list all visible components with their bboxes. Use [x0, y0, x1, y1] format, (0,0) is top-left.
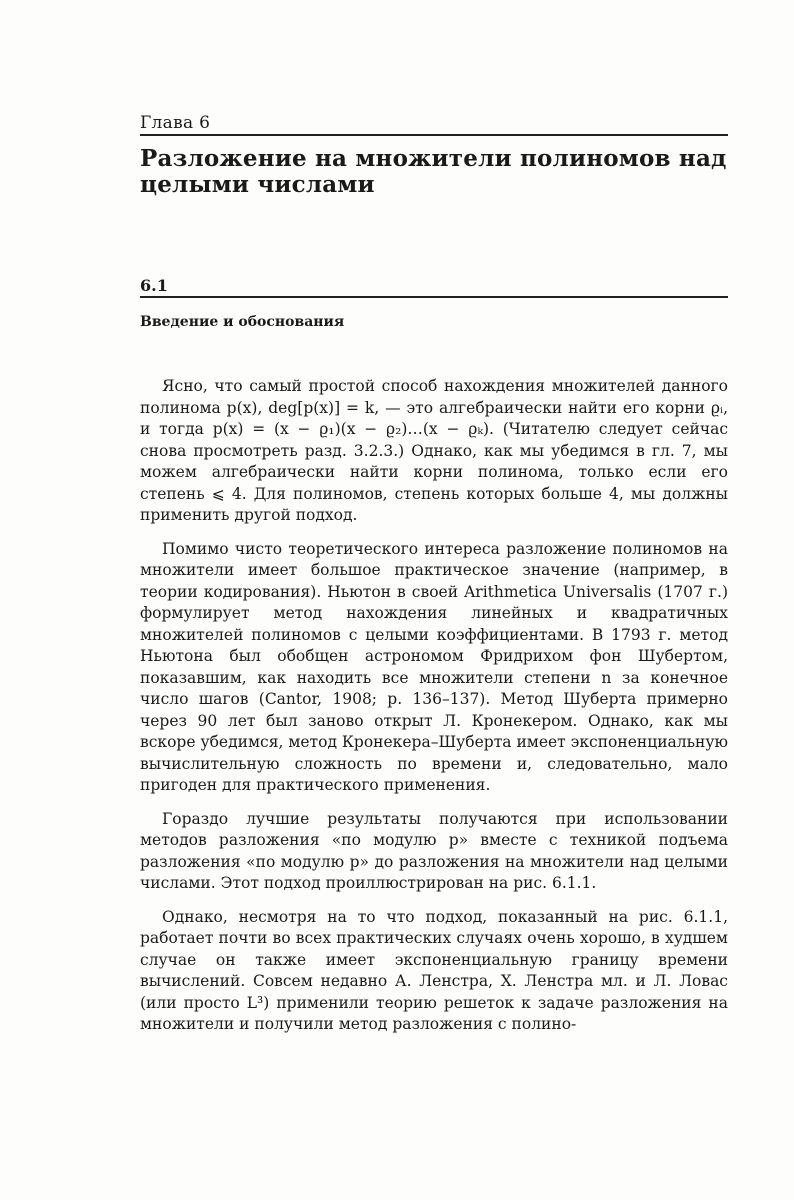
paragraph-1: Ясно, что самый простой способ нахождения множителей данного полинома p(x), deg[p(x)] = k, — это алгебраически найти его корни ϱᵢ, и тогда p(x) = (x − ϱ₁)(x − ϱ₂)…(x − ϱₖ). (Читателю следует сейчас снова просмотреть разд. 3.2.3.) Однако, как мы убедимся в гл. 7, мы можем алгебраически найти корни полинома, только если его степень ⩽ 4. Для полиномов, степень которых больше 4, мы должны применить другой подход. — [140, 377, 728, 524]
chapter-label: Глава 6 — [140, 113, 211, 133]
section-rule — [140, 296, 728, 298]
chapter-title: Разложение на множители полиномов над целыми числами — [140, 145, 727, 198]
chapter-rule — [140, 134, 728, 136]
paragraph-2: Помимо чисто теоретического интереса разложение полиномов на множители имеет большое практическое значение (например, в теории кодирования). Ньютон в своей Arithmetica Universalis (1707 г.) формулирует метод нахождения линейных и квадратичных множителей полиномов с целыми коэффициентами. В 1793 г. метод Ньютона был обобщен астрономом Фридрихом фон Шубертом, показавшим, как находить все множители степени n за конечное число шагов (Cantor, 1908; p. 136–137). Метод Шуберта примерно через 90 лет был заново открыт Л. Кронекером. Однако, как мы вскоре убедимся, метод Кронекера–Шуберта имеет экспоненциальную вычислительную сложность по времени и, следовательно, мало пригоден для практического применения. — [140, 539, 728, 794]
body-text — [140, 376, 728, 1048]
paragraph-3: Гораздо лучшие результаты получаются при использовании методов разложения «по модулю p» вместе с техникой подъема разложения «по модулю p» до разложения на множители над целыми числами. Этот подход проиллюстрирован на рис. 6.1.1. — [140, 809, 728, 892]
section-title: Введение и обоснования — [140, 314, 345, 330]
section-number: 6.1 — [140, 276, 168, 295]
paragraph-4: Однако, несмотря на то что подход, показанный на рис. 6.1.1, работает почти во всех практических случаях очень хорошо, в худшем случае он также имеет экспоненциальную границу времени вычислений. Совсем недавно А. Ленстра, Х. Ленстра мл. и Л. Ловас (или просто L³) применили теорию решеток к задаче разложения на множители и получили метод разложения с полино- — [140, 907, 728, 1033]
